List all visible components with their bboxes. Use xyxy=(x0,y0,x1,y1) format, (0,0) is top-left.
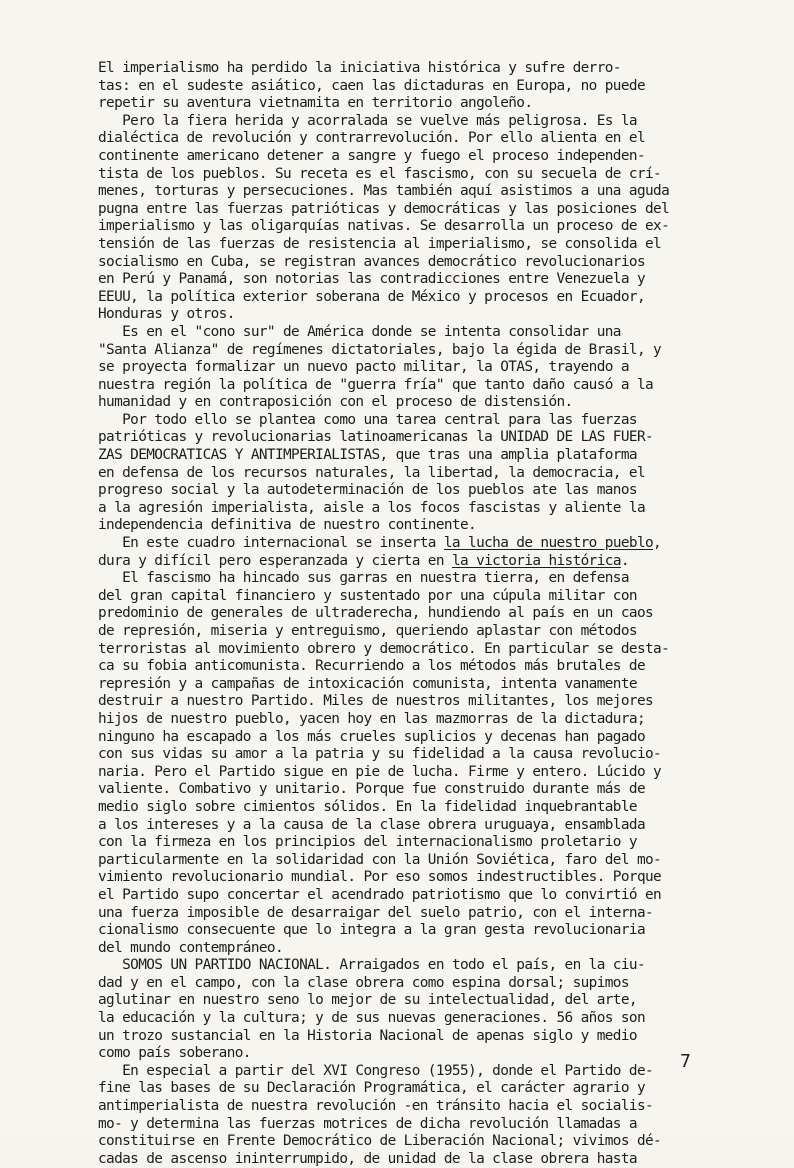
text-line-content: del mundo contempráneo. xyxy=(98,939,284,956)
text-line-content: nuestra región la política de "guerra fría" que tanto daño causó a la xyxy=(98,376,654,393)
text-line-content: progreso social y la autodeterminación de los pueblos ate las manos xyxy=(98,482,637,499)
text-line xyxy=(98,377,758,395)
text-line-content: independencia definitiva de nuestro continente. xyxy=(98,517,477,534)
text-line xyxy=(98,447,758,465)
text-line xyxy=(98,394,758,412)
text-line xyxy=(98,1098,758,1116)
text-line xyxy=(98,764,758,782)
underlined-phrase: la lucha de nuestro pueblo xyxy=(443,535,654,552)
text-line-content: EEUU, la política exterior soberana de México y procesos en Ecuador, xyxy=(98,288,645,305)
text-line xyxy=(98,1028,758,1046)
text-line xyxy=(98,992,758,1010)
text-line xyxy=(98,711,758,729)
text-line xyxy=(98,1080,758,1098)
text-line xyxy=(98,1116,758,1134)
text-line-content: El fascismo ha hincado sus garras en nuestra tierra, en defensa xyxy=(98,570,629,587)
text-line-content: tas: en el sudeste asiático, caen las dictaduras en Europa, no puede xyxy=(98,77,645,94)
text-line-content: valiente. Combativo y unitario. Porque fue construido durante más de xyxy=(98,781,645,798)
text-line-content: SOMOS UN PARTIDO NACIONAL. Arraigados en todo el país, en la ciu- xyxy=(98,957,645,974)
text-line xyxy=(98,1010,758,1028)
text-line-content: pugna entre las fuerzas patrióticas y democráticas y las posiciones del xyxy=(98,200,670,217)
text-line xyxy=(98,588,758,606)
text-line-content: cionalismo consecuente que lo integra a la gran gesta revolucionaria xyxy=(98,922,645,939)
text-line xyxy=(98,693,758,711)
text-line-content: en Perú y Panamá, son notorias las contradicciones entre Venezuela y xyxy=(98,271,645,288)
text-line xyxy=(98,218,758,236)
text-line-content: un trozo sustancial en la Historia Nacional de apenas siglo y medio xyxy=(98,1027,637,1044)
text-line-content: dura y difícil pero esperanzada y cierta en xyxy=(98,552,452,569)
text-line xyxy=(98,201,758,219)
text-line xyxy=(98,852,758,870)
text-line xyxy=(98,289,758,307)
text-line xyxy=(98,641,758,659)
text-line-content: medio siglo sobre cimientos sólidos. En la fidelidad inquebrantable xyxy=(98,798,637,815)
text-line-content: del gran capital financiero y sustentado por una cúpula militar con xyxy=(98,587,637,604)
text-line xyxy=(98,500,758,518)
text-line xyxy=(98,482,758,500)
text-line xyxy=(98,623,758,641)
text-line xyxy=(98,729,758,747)
text-line-content: tensión de las fuerzas de resistencia al imperialismo, se consolida el xyxy=(98,235,662,252)
text-line-content: tista de los pueblos. Su receta es el fascismo, con su secuela de crí- xyxy=(98,165,662,182)
text-line xyxy=(98,887,758,905)
text-line xyxy=(98,1063,758,1081)
text-line-content: el Partido supo concertar el acendrado patriotismo que lo convirtió en xyxy=(98,886,662,903)
text-line xyxy=(98,166,758,184)
text-line-content: Es en el "cono sur" de América donde se intenta consolidar una xyxy=(98,323,621,340)
text-line xyxy=(98,1133,758,1151)
text-line-content: dad y en el campo, con la clase obrera como espina dorsal; supimos xyxy=(98,974,629,991)
text-line xyxy=(98,799,758,817)
text-line xyxy=(98,113,758,131)
text-line xyxy=(98,342,758,360)
text-line xyxy=(98,412,758,430)
text-line xyxy=(98,834,758,852)
text-line-content: imperialismo y las oligarquías nativas. Se desarrolla un proceso de ex- xyxy=(98,218,670,235)
text-line-content: de represión, miseria y entreguismo, queriendo aplastar con métodos xyxy=(98,623,637,639)
text-line xyxy=(98,254,758,272)
text-line xyxy=(98,148,758,166)
text-line-content: fine las bases de su Declaración Programática, el carácter agrario y xyxy=(98,1080,645,1097)
text-line-content: menes, torturas y persecuciones. Mas también aquí asistimos a una aguda xyxy=(98,183,670,200)
text-line-content: represión y a campañas de intoxicación comunista, intenta vanamente xyxy=(98,675,637,692)
text-line-content: particularmente en la solidaridad con la Unión Soviética, faro del mo- xyxy=(98,851,662,868)
text-line xyxy=(98,60,758,78)
text-line-content: El imperialismo ha perdido la iniciativa histórica y sufre derro- xyxy=(98,60,621,76)
text-line-content: mo- y determina las fuerzas motrices de dicha revolución llamadas a xyxy=(98,1115,637,1132)
text-line-content: Pero la fiera herida y acorralada se vuelve más peligrosa. Es la xyxy=(98,112,637,129)
page-number: 7 xyxy=(680,1051,691,1072)
text-line-content: una fuerza imposible de desarraigar del suelo patrio, con el interna- xyxy=(98,904,654,921)
text-line xyxy=(98,781,758,799)
text-line-content: con la firmeza en los principios del internacionalismo proletario y xyxy=(98,834,637,851)
text-line-content: constituirse en Frente Democrático de Liberación Nacional; vivimos dé- xyxy=(98,1133,662,1150)
text-line xyxy=(98,817,758,835)
text-line-content: terroristas al movimiento obrero y democrático. En particular se desta- xyxy=(98,640,670,657)
text-line xyxy=(98,517,758,535)
text-line xyxy=(98,535,758,553)
text-line-content: Honduras y otros. xyxy=(98,306,235,323)
text-line xyxy=(98,183,758,201)
text-line xyxy=(98,570,758,588)
text-line-content: En especial a partir del XVI Congreso (1955), donde el Partido de- xyxy=(98,1062,654,1079)
body-text xyxy=(98,60,758,1168)
text-line-content: predominio de generales de ultraderecha, hundiendo al país en un caos xyxy=(98,605,654,622)
text-line-content: aglutinar en nuestro seno lo mejor de su intelectualidad, del arte, xyxy=(98,992,637,1009)
text-line xyxy=(98,465,758,483)
text-line-content: ninguno ha escapado a los más crueles suplicios y decenas han pagado xyxy=(98,728,645,745)
text-line xyxy=(98,324,758,342)
text-line xyxy=(98,905,758,923)
text-line-content: ZAS DEMOCRATICAS Y ANTIMPERIALISTAS, que tras una amplia plataforma xyxy=(98,447,637,464)
text-line-punctuation: . xyxy=(620,552,629,569)
text-line xyxy=(98,553,758,571)
text-line-content: naria. Pero el Partido sigue en pie de lucha. Firme y entero. Lúcido y xyxy=(98,763,662,780)
text-line-content: dialéctica de revolución y contrarrevolución. Por ello alienta en el xyxy=(98,130,645,147)
text-line xyxy=(98,130,758,148)
text-line-content: "Santa Alianza" de regímenes dictatoriales, bajo la égida de Brasil, y xyxy=(98,341,662,358)
text-line-content: como país soberano. xyxy=(98,1045,251,1062)
text-line-content: destruir a nuestro Partido. Miles de nuestros militantes, los mejores xyxy=(98,693,654,710)
underlined-phrase: la victoria histórica xyxy=(451,552,621,569)
text-line-content: Por todo ello se plantea como una tarea central para las fuerzas xyxy=(98,411,637,428)
text-line-content: humanidad y en contraposición con el proceso de distensión. xyxy=(98,394,573,411)
text-line-content: antimperialista de nuestra revolución -en tránsito hacia el socialis- xyxy=(98,1098,654,1115)
text-line xyxy=(98,359,758,377)
text-line xyxy=(98,676,758,694)
text-line xyxy=(98,306,758,324)
text-line xyxy=(98,95,758,113)
text-line xyxy=(98,1151,758,1168)
text-line xyxy=(98,658,758,676)
text-line-content: se proyecta formalizar un nuevo pacto militar, la OTAS, trayendo a xyxy=(98,359,629,376)
text-line-content: la educación y la cultura; y de sus nuevas generaciones. 56 años son xyxy=(98,1010,645,1027)
text-line-content: hijos de nuestro pueblo, yacen hoy en las mazmorras de la dictadura; xyxy=(98,710,645,727)
text-line-content: cadas de ascenso ininterrumpido, de unidad de la clase obrera hasta xyxy=(98,1150,637,1167)
text-line-content: continente americano detener a sangre y fuego el proceso independen- xyxy=(98,147,645,164)
text-line xyxy=(98,975,758,993)
text-line xyxy=(98,940,758,958)
text-line xyxy=(98,1045,758,1063)
text-line-content: En este cuadro internacional se inserta xyxy=(98,535,444,552)
text-line xyxy=(98,869,758,887)
text-line xyxy=(98,78,758,96)
text-line xyxy=(98,429,758,447)
text-line-content: en defensa de los recursos naturales, la libertad, la democracia, el xyxy=(98,464,645,481)
text-line-content: a la agresión imperialista, aisle a los focos fascistas y aliente la xyxy=(98,499,645,516)
text-line-punctuation: , xyxy=(653,535,662,552)
text-line xyxy=(98,271,758,289)
text-line-content: con sus vidas su amor a la patria y su fidelidad a la causa revolucio- xyxy=(98,746,662,763)
text-line-content: patrióticas y revolucionarias latinoamericanas la UNIDAD DE LAS FUER- xyxy=(98,429,654,446)
text-line-content: socialismo en Cuba, se registran avances democrático revolucionarios xyxy=(98,253,645,270)
text-line-content: ca su fobia anticomunista. Recurriendo a los métodos más brutales de xyxy=(98,658,645,675)
text-line xyxy=(98,957,758,975)
text-line-content: a los intereses y a la causa de la clase obrera uruguaya, ensamblada xyxy=(98,816,645,833)
text-line-content: repetir su aventura vietnamita en territorio angoleño. xyxy=(98,95,533,112)
text-line-content: vimiento revolucionario mundial. Por eso somos indestructibles. Porque xyxy=(98,869,662,886)
text-line xyxy=(98,605,758,623)
text-line xyxy=(98,746,758,764)
text-line xyxy=(98,922,758,940)
text-line xyxy=(98,236,758,254)
